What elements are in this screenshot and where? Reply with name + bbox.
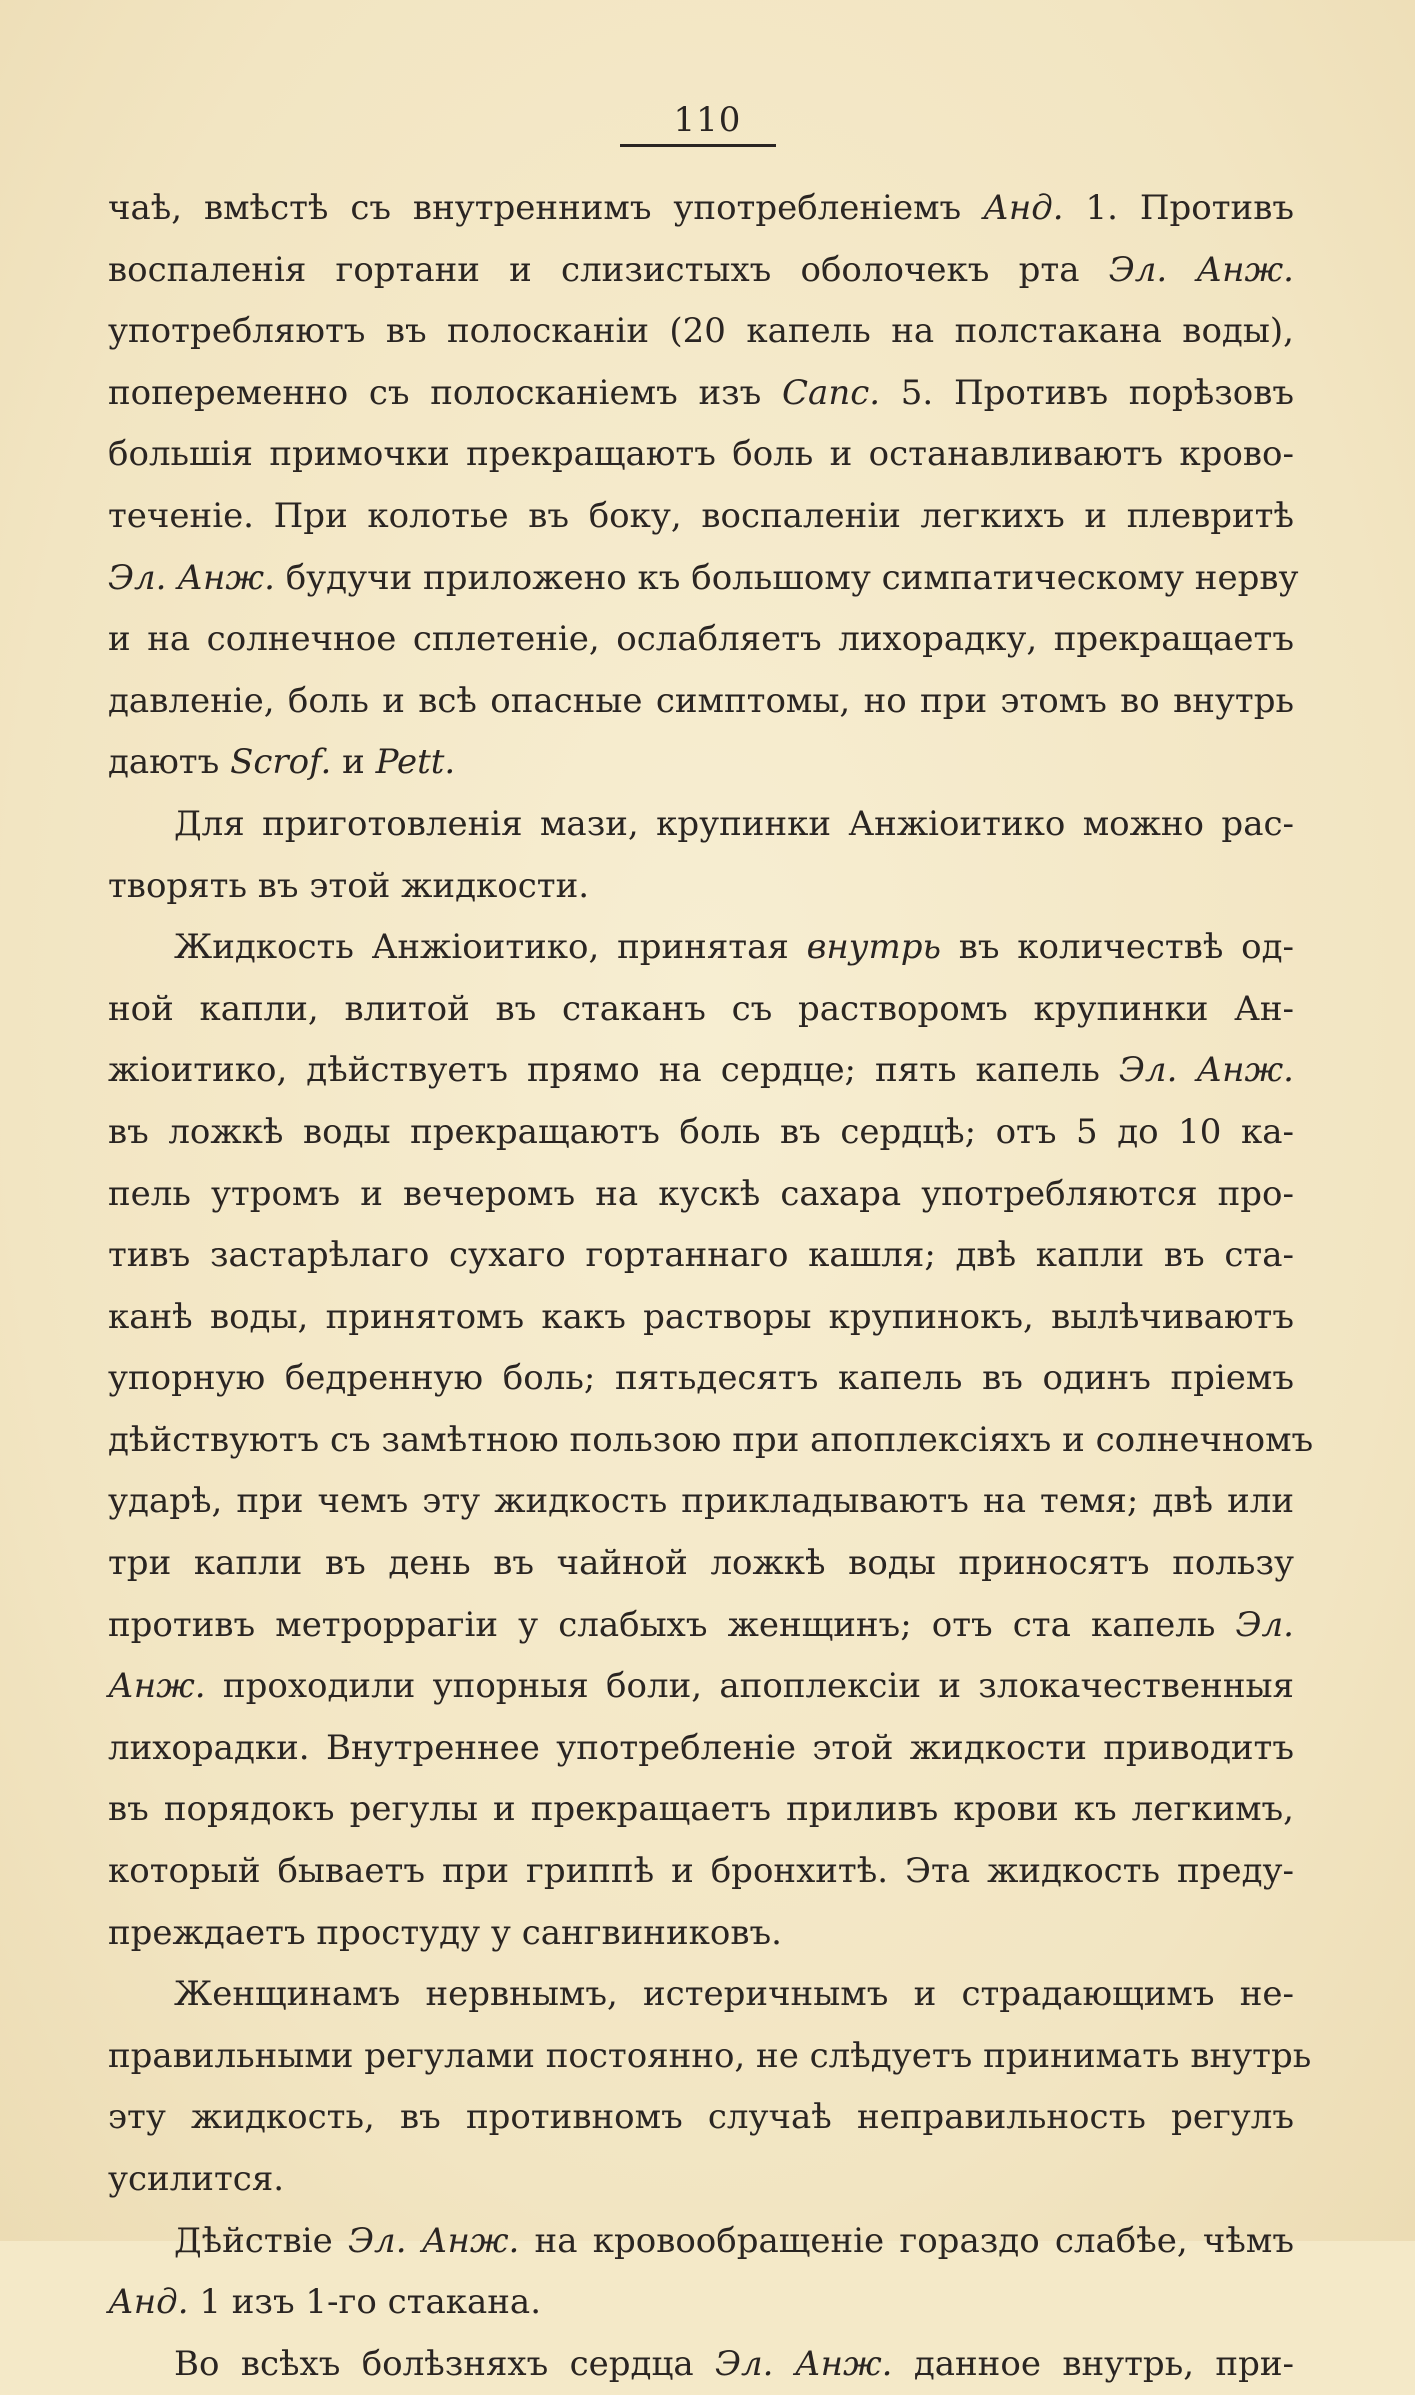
text-line xyxy=(108,548,1299,610)
italic-run: Анд. xyxy=(983,188,1064,228)
text-run: большія примочки прекращаютъ боль и останавливаютъ крово- xyxy=(108,434,1294,475)
text-run: Для приготовленія мази, крупинки Анжіоитико можно рас- xyxy=(174,803,1294,844)
text-run: даютъ xyxy=(108,742,231,783)
text-run: ной капли, влитой въ стаканъ съ растворомъ крупинки Ан- xyxy=(108,988,1294,1029)
text-line xyxy=(108,1225,1294,1287)
text-run: проходили упорныя боли, апоплексіи и злокачественныя xyxy=(205,1666,1294,1707)
text-run: усилится. xyxy=(108,2159,285,2199)
text-run: канѣ воды, принятомъ какъ растворы крупинокъ, вылѣчиваютъ xyxy=(108,1296,1294,1337)
body-text xyxy=(108,178,1314,2395)
page-number-rule xyxy=(620,144,776,147)
text-run: употребляютъ въ полосканіи (20 капель на полстакана воды), xyxy=(108,311,1294,352)
text-run: будучи приложено къ большому симпатическому нерву xyxy=(274,557,1299,598)
text-run: данное внутрь, при- xyxy=(892,2343,1294,2384)
text-line xyxy=(108,1595,1294,1657)
italic-run: Эл. Анж. xyxy=(1108,249,1294,290)
text-run: правильными регулами постоянно, не слѣдуетъ принимать внутрь xyxy=(108,2035,1312,2076)
text-run: преждаетъ простуду у сангвиниковъ. xyxy=(108,1912,782,1953)
text-run: въ ложкѣ воды прекращаютъ боль въ сердцѣ; отъ 5 до 10 ка- xyxy=(108,1111,1294,1152)
text-line xyxy=(108,424,1294,486)
italic-run: внутрь xyxy=(806,927,941,968)
text-line xyxy=(108,1903,1294,1965)
text-line xyxy=(108,1410,1314,1472)
text-line xyxy=(108,301,1294,363)
text-line xyxy=(108,1348,1294,1410)
text-line xyxy=(108,2211,1294,2273)
text-line xyxy=(108,1841,1294,1903)
italic-run: Эл. Анж. xyxy=(714,2343,893,2384)
text-line xyxy=(108,1779,1294,1841)
text-line xyxy=(108,2334,1294,2395)
text-run: чаѣ, вмѣстѣ съ внутреннимъ употребленіемъ xyxy=(108,188,984,228)
text-run: теченіе. При колотье въ боку, воспаленіи легкихъ и плевритѣ xyxy=(108,495,1294,536)
text-line xyxy=(108,1102,1294,1164)
text-line xyxy=(108,1287,1294,1349)
text-line xyxy=(108,1964,1294,2026)
italic-run: Эл. xyxy=(1235,1604,1294,1645)
text-run: ударѣ, при чемъ эту жидкость прикладываютъ на темя; двѣ или xyxy=(108,1481,1294,1522)
text-run: Дѣйствіе xyxy=(174,2220,349,2261)
text-run: воспаленія гортани и слизистыхъ оболочекъ рта xyxy=(108,249,1109,290)
text-line xyxy=(108,1533,1294,1595)
text-line xyxy=(108,917,1294,979)
text-line xyxy=(108,1471,1294,1533)
italic-run: Scrof. xyxy=(230,742,332,783)
text-line xyxy=(108,609,1294,671)
page-number: 110 xyxy=(673,100,742,140)
text-run: и на солнечное сплетеніе, ослабляетъ лихорадку, прекращаетъ xyxy=(108,619,1294,660)
text-run: 5. Противъ порѣзовъ xyxy=(880,372,1294,413)
text-run: 1. Противъ xyxy=(1063,188,1294,228)
text-run: тивъ застарѣлаго сухаго гортаннаго кашля; двѣ капли въ ста- xyxy=(108,1235,1294,1276)
italic-run: Эл. Анж. xyxy=(1118,1050,1294,1091)
text-line xyxy=(108,2026,1312,2088)
text-run: противъ метроррагіи у слабыхъ женщинъ; отъ ста капель xyxy=(108,1604,1236,1645)
text-line xyxy=(108,979,1294,1041)
text-run: три капли въ день въ чайной ложкѣ воды приносятъ пользу xyxy=(108,1543,1294,1584)
italic-run: Canс. xyxy=(782,372,881,413)
text-line xyxy=(108,856,1294,918)
italic-run: Pett. xyxy=(375,742,456,783)
text-run: давленіе, боль и всѣ опасные симптомы, но при этомъ во внутрь xyxy=(108,680,1294,721)
text-run: въ количествѣ од- xyxy=(941,927,1294,968)
text-line xyxy=(108,732,1294,794)
text-line xyxy=(108,240,1294,302)
text-run: въ порядокъ регулы и прекращаетъ приливъ крови къ легкимъ, xyxy=(108,1789,1294,1830)
text-run: пель утромъ и вечеромъ на кускѣ сахара употребляются про- xyxy=(108,1173,1294,1214)
italic-run: Эл. Анж. xyxy=(348,2220,520,2261)
text-line xyxy=(108,2087,1294,2149)
text-line xyxy=(108,794,1294,856)
text-run: Жидкость Анжіоитико, принятая xyxy=(174,927,807,968)
text-line xyxy=(108,2272,1294,2334)
text-run: Женщинамъ нервнымъ, истеричнымъ и страдающимъ не- xyxy=(174,1974,1294,2015)
text-run: жіоитико, дѣйствуетъ прямо на сердце; пять капель xyxy=(108,1050,1119,1091)
text-run: лихорадки. Внутреннее употребленіе этой жидкости приводитъ xyxy=(108,1727,1294,1768)
text-line xyxy=(108,1718,1294,1780)
text-line xyxy=(108,671,1294,733)
italic-run: Эл. Анж. xyxy=(108,557,275,598)
text-line xyxy=(108,178,1294,240)
text-run: который бываетъ при гриппѣ и бронхитѣ. Эта жидкость преду- xyxy=(108,1851,1294,1892)
text-line xyxy=(108,2149,1294,2211)
text-run: упорную бедренную боль; пятьдесятъ капель въ одинъ пріемъ xyxy=(108,1358,1294,1399)
text-run: творять въ этой жидкости. xyxy=(108,865,590,906)
text-run: и xyxy=(331,742,376,783)
text-line xyxy=(108,486,1294,548)
text-run: Во всѣхъ болѣзняхъ сердца xyxy=(174,2343,715,2384)
italic-run: Анж. xyxy=(108,1666,206,1707)
text-line xyxy=(108,1164,1294,1226)
text-run: на кровообращеніе гораздо слабѣе, чѣмъ xyxy=(519,2220,1294,2261)
text-line xyxy=(108,363,1294,425)
text-run: эту жидкость, въ противномъ случаѣ неправильность регулъ xyxy=(108,2097,1294,2138)
text-line xyxy=(108,1040,1294,1102)
text-run: дѣйствуютъ съ замѣтною пользою при апоплексіяхъ и солнечномъ xyxy=(108,1419,1314,1460)
text-line xyxy=(108,1656,1294,1718)
text-run: 1 изъ 1-го стакана. xyxy=(188,2282,541,2323)
text-run: попеременно съ полосканіемъ изъ xyxy=(108,372,783,413)
italic-run: Анд. xyxy=(108,2282,189,2323)
